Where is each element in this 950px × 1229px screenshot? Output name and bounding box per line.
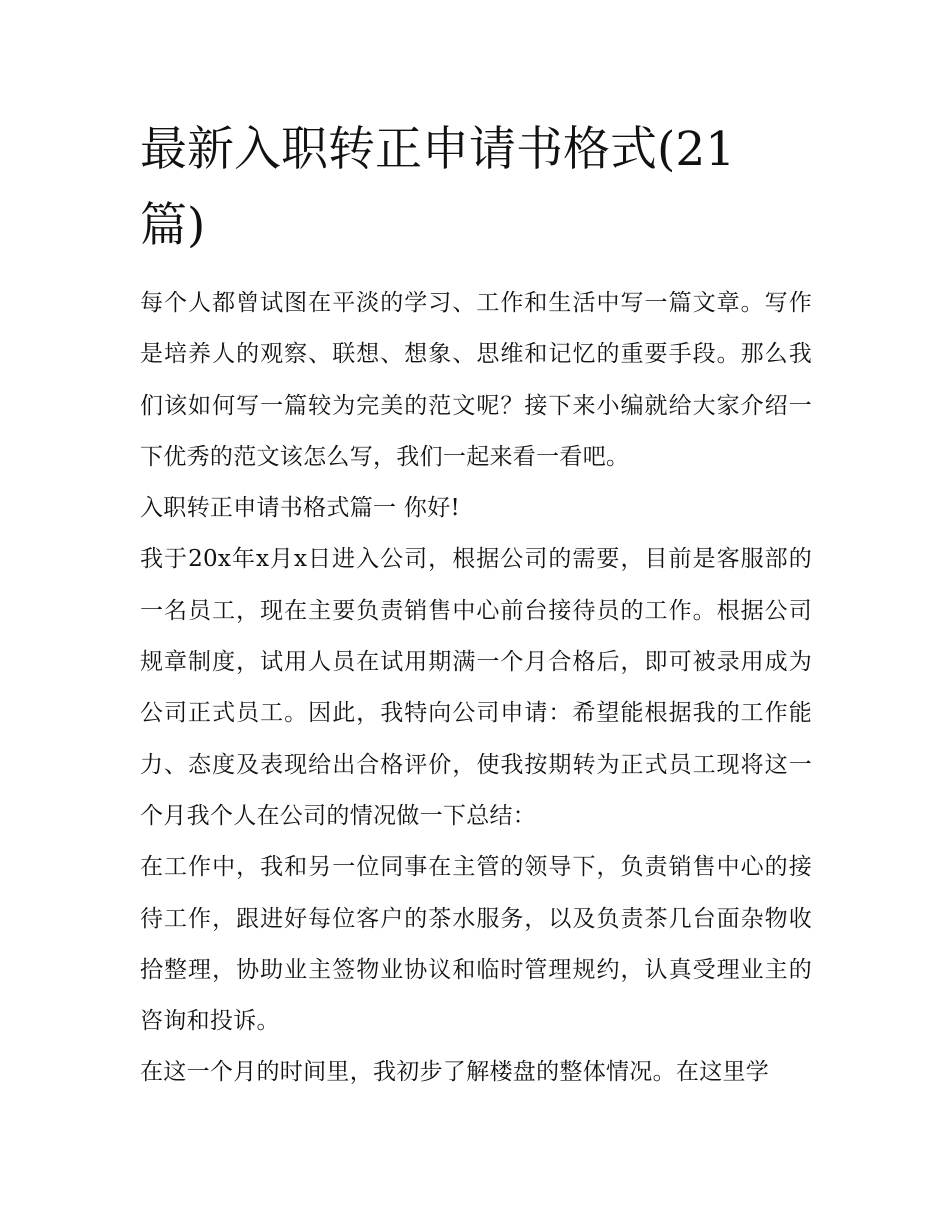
body-paragraph: 在这一个月的时间里，我初步了解楼盘的整体情况。在这里学 <box>140 1059 770 1086</box>
document-body <box>140 278 812 1099</box>
document-content <box>140 112 812 1099</box>
body-paragraph: 我于20x年x月x日进入公司，根据公司的需要，目前是客服部的一名员工，现在主要负责销售中心前台接待员的工作。根据公司规章制度，试用人员在试用期满一个月合格后，即可被录用成为公司正式员工。因此，我特向公司申请：希望能根据我的工作能力、态度及表现给出合格评价，使我按期转为正式员工现将这一个月我个人在公司的情况做一下总结： <box>140 546 812 829</box>
body-paragraph: 在工作中，我和另一位同事在主管的领导下，负责销售中心的接待工作，跟进好每位客户的茶水服务，以及负责茶几台面杂物收拾整理，协助业主签物业协议和临时管理规约，认真受理业主的咨询和投诉。 <box>140 854 812 1035</box>
section-heading-paragraph: 入职转正申请书格式篇一 你好! <box>140 495 461 522</box>
intro-paragraph: 每个人都曾试图在平淡的学习、工作和生活中写一篇文章。写作是培养人的观察、联想、想象、思维和记忆的重要手段。那么我们该如何写一篇较为完美的范文呢？接下来小编就给大家介绍一下优秀的范文该怎么写，我们一起来看一看吧。 <box>140 290 812 470</box>
title-line-1: 最新入职转正申请书格式(21 <box>140 122 736 177</box>
document-title <box>140 112 812 264</box>
title-line-2: 篇) <box>140 198 206 253</box>
